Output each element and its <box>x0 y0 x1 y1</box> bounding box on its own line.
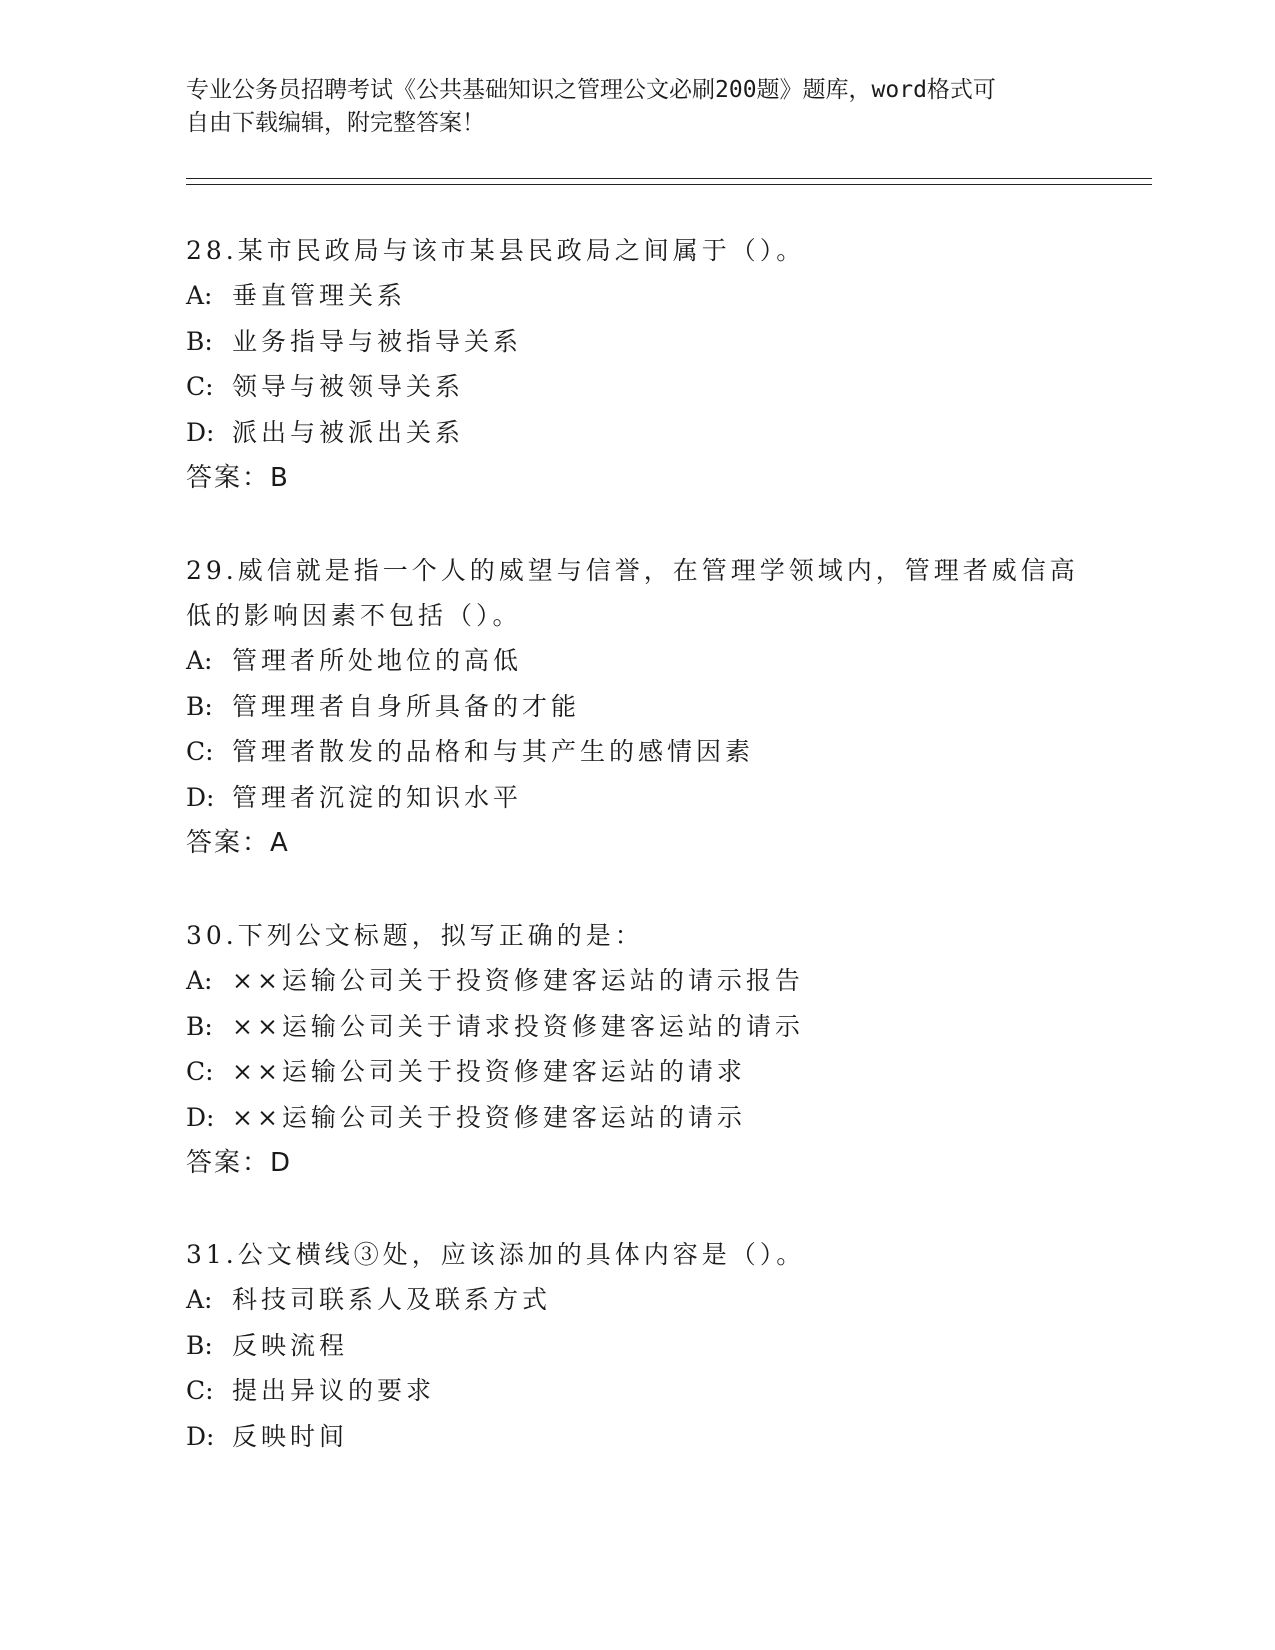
document-header <box>186 74 1086 140</box>
option-text: 反映时间 <box>232 1421 349 1451</box>
option-text: ××运输公司关于请求投资修建客运站的请示 <box>232 1011 804 1041</box>
option-d <box>186 1095 1146 1141</box>
option-text: ××运输公司关于投资修建客运站的请示 <box>232 1102 746 1132</box>
option-c <box>186 1049 1146 1095</box>
question-text-continued: 低的影响因素不包括（）。 <box>186 601 522 630</box>
question-28 <box>186 228 1146 501</box>
header-line-2: 自由下载编辑，附完整答案！ <box>186 110 485 136</box>
option-letter: A: <box>186 281 213 310</box>
question-text: 30.下列公文标题，拟写正确的是： <box>186 921 644 950</box>
option-letter: D: <box>186 1421 215 1451</box>
option-c <box>186 1368 1146 1414</box>
answer-line: 答案：A <box>186 828 290 858</box>
option-text: 管理者沉淀的知识水平 <box>232 782 523 812</box>
option-b <box>186 684 1146 730</box>
option-letter: C: <box>186 737 214 766</box>
option-letter: B: <box>186 691 213 721</box>
option-text: 反映流程 <box>232 1330 349 1360</box>
option-text: 提出异议的要求 <box>232 1376 436 1405</box>
option-letter: C: <box>186 1057 214 1086</box>
option-letter: D: <box>186 1102 215 1132</box>
option-a <box>186 958 1146 1004</box>
question-text: 31.公文横线③处，应该添加的具体内容是（）。 <box>186 1240 806 1269</box>
option-letter: D: <box>186 417 215 447</box>
option-letter: A: <box>186 966 213 995</box>
option-text: 垂直管理关系 <box>232 281 407 310</box>
option-text: 管理者散发的品格和与其产生的感情因素 <box>232 737 755 766</box>
question-29 <box>186 548 1146 866</box>
option-b <box>186 1004 1146 1050</box>
option-c <box>186 729 1146 775</box>
question-text: 28.某市民政局与该市某县民政局之间属于（）。 <box>186 236 806 265</box>
header-line-1: 专业公务员招聘考试《公共基础知识之管理公文必刷200题》题库，word格式可 <box>186 77 996 103</box>
option-letter: B: <box>186 1330 213 1360</box>
option-text: 管理者所处地位的高低 <box>232 646 523 675</box>
option-text: ××运输公司关于投资修建客运站的请示报告 <box>232 966 804 995</box>
option-letter: C: <box>186 372 214 401</box>
header-divider-bottom <box>186 184 1152 185</box>
option-text: 业务指导与被指导关系 <box>232 326 523 356</box>
option-a <box>186 1277 1146 1323</box>
option-text: 领导与被领导关系 <box>232 372 465 401</box>
option-text: ××运输公司关于投资修建客运站的请求 <box>232 1057 746 1086</box>
option-text: 派出与被派出关系 <box>232 417 465 447</box>
option-c <box>186 364 1146 410</box>
option-letter: C: <box>186 1376 214 1405</box>
option-b <box>186 1323 1146 1369</box>
question-text: 29.威信就是指一个人的威望与信誉，在管理学领域内，管理者威信高 <box>186 556 1079 585</box>
question-31 <box>186 1232 1146 1459</box>
option-a <box>186 638 1146 684</box>
option-b <box>186 319 1146 365</box>
answer-line: 答案：B <box>186 463 290 493</box>
option-letter: D: <box>186 782 215 812</box>
option-text: 科技司联系人及联系方式 <box>232 1285 552 1314</box>
answer-line: 答案：D <box>186 1148 293 1178</box>
header-divider-top <box>186 178 1152 179</box>
option-letter: B: <box>186 326 213 356</box>
option-letter: A: <box>186 1285 213 1314</box>
option-d <box>186 1414 1146 1460</box>
option-letter: A: <box>186 646 213 675</box>
question-30 <box>186 913 1146 1186</box>
option-text: 管理理者自身所具备的才能 <box>232 691 581 721</box>
option-a <box>186 273 1146 319</box>
option-d <box>186 410 1146 456</box>
option-d <box>186 775 1146 821</box>
option-letter: B: <box>186 1011 213 1041</box>
